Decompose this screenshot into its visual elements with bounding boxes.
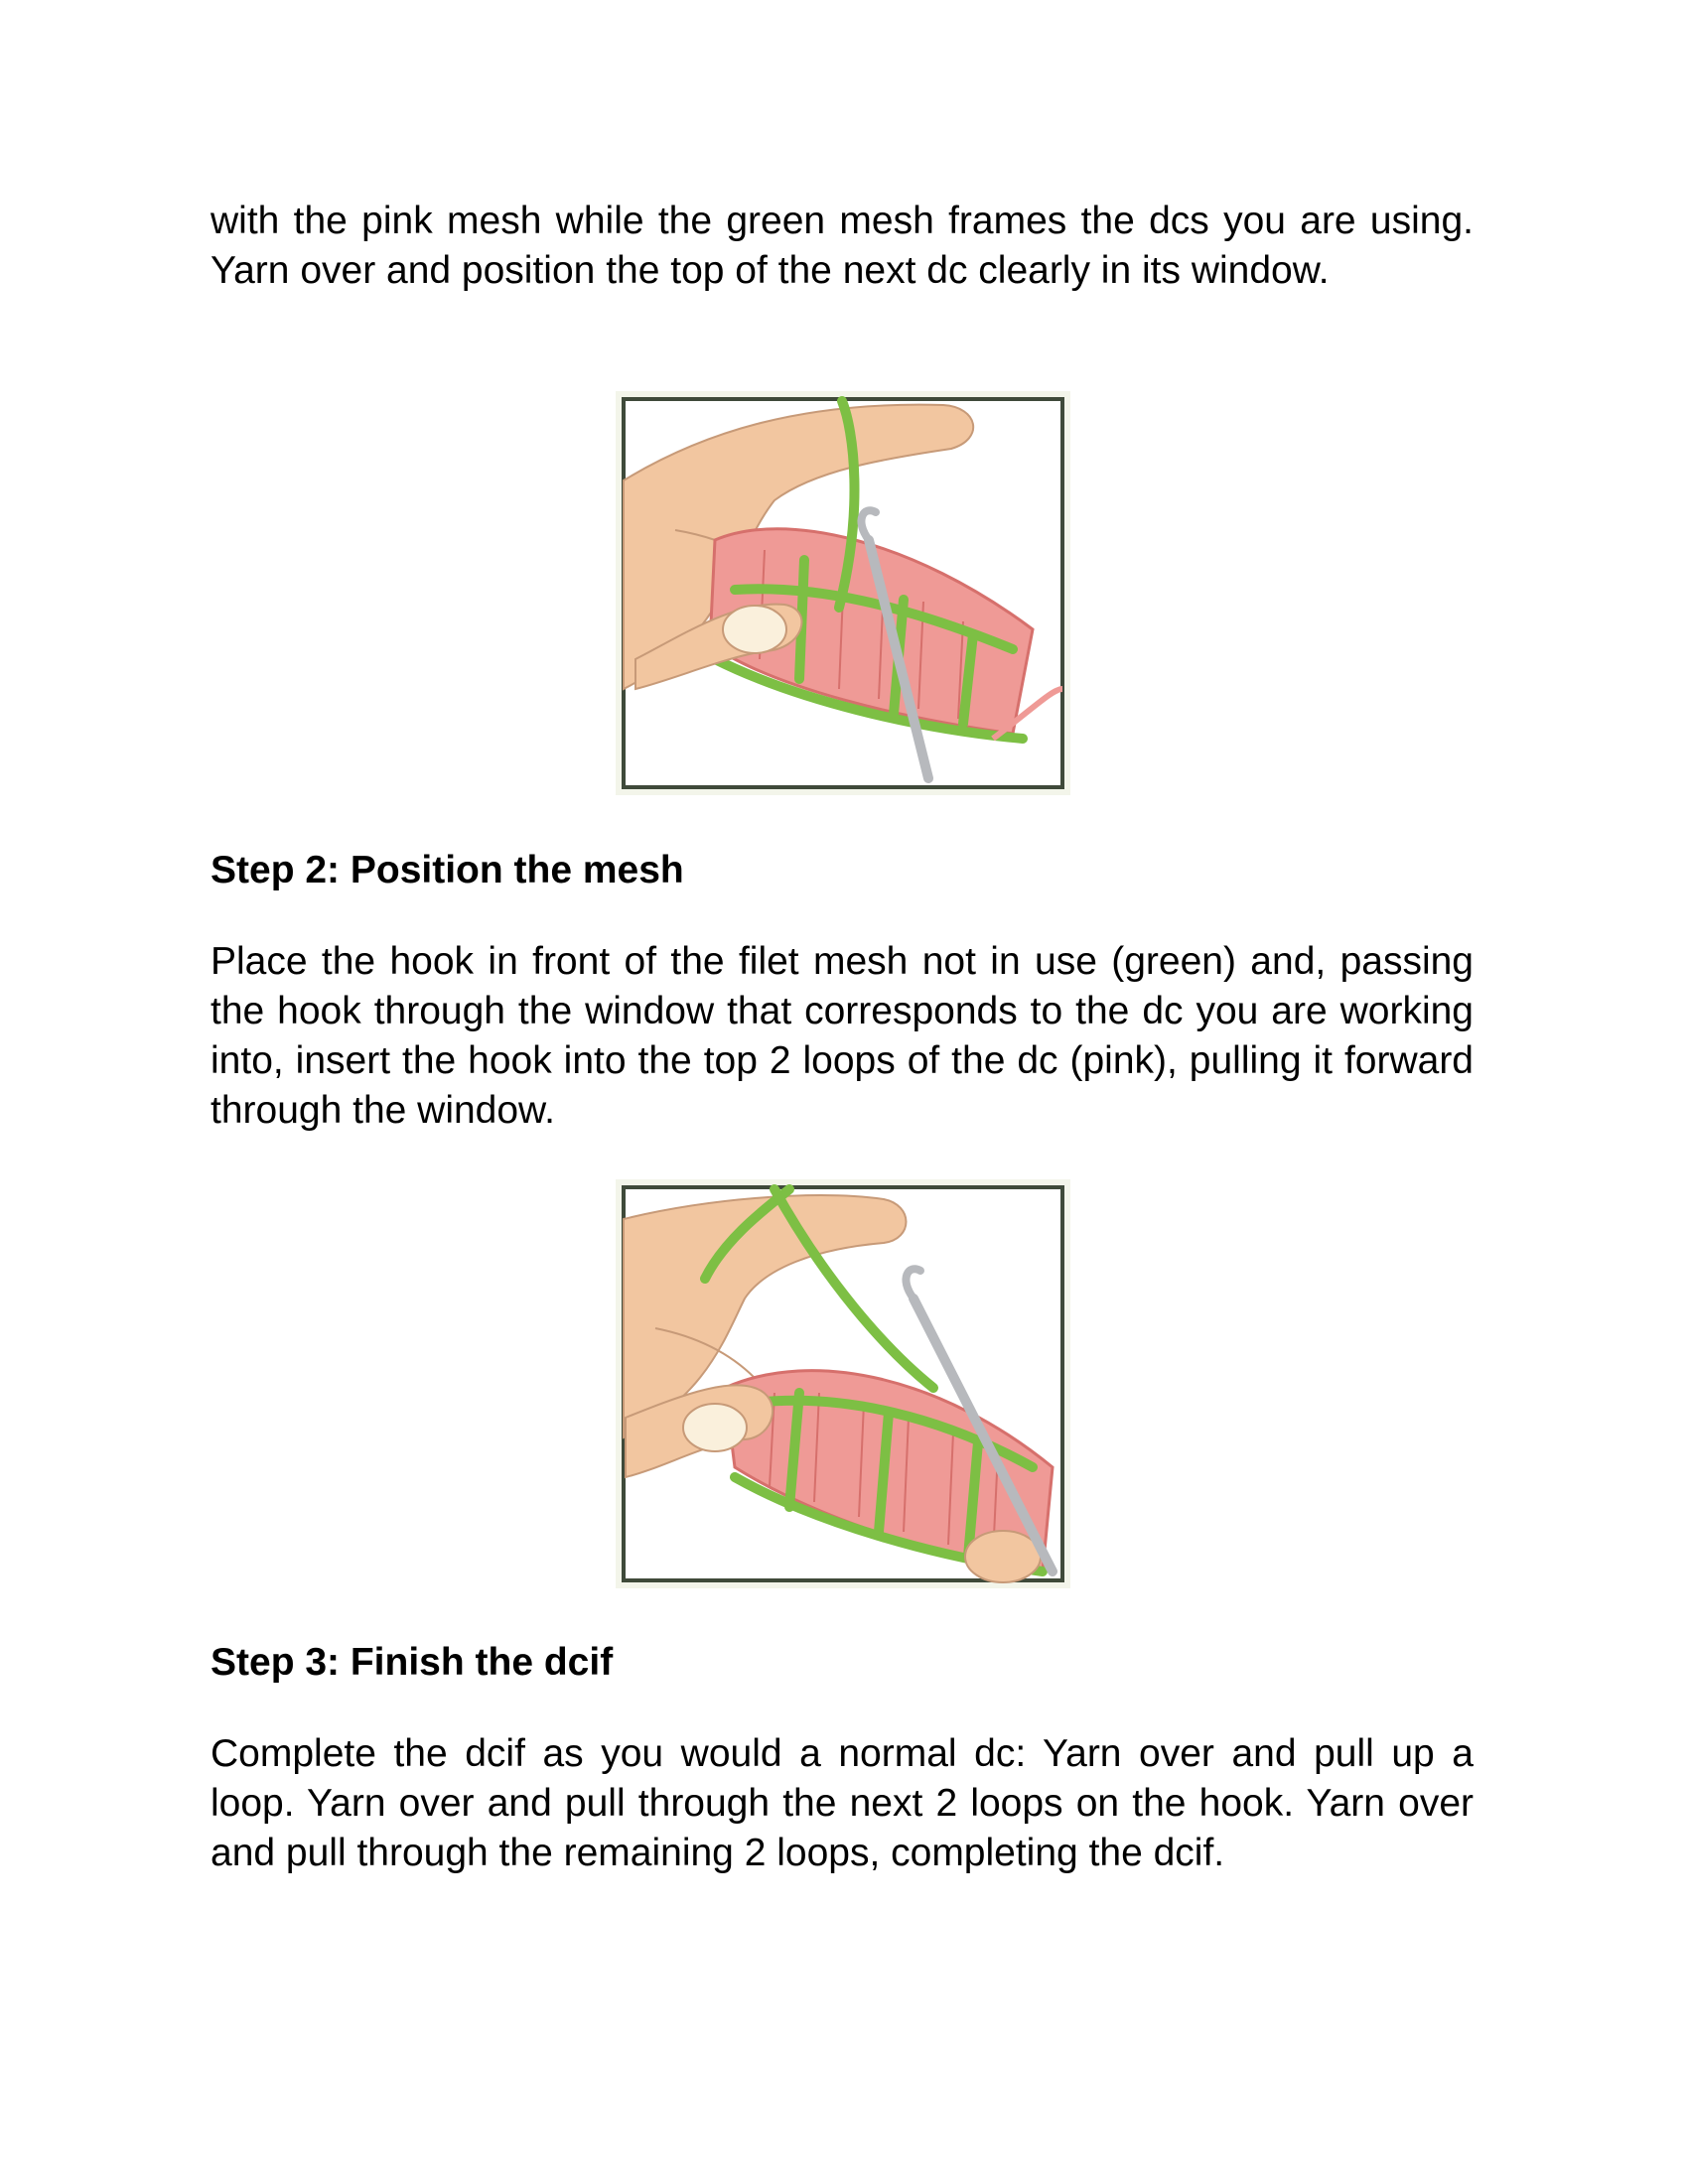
step3-heading: Step 3: Finish the dcif <box>211 1641 614 1684</box>
hand-crochet-hook-yarn-over-illustration <box>616 391 1070 795</box>
step3-paragraph: Complete the dcif as you would a normal dc: Yarn over and pull up a loop. Yarn over and pull through the next 2 loops on the hook. Yarn over and pull through the remaining 2 loops, completing the dcif. <box>211 1732 1474 1874</box>
hand-crochet-hook-insert-mesh-illustration <box>616 1179 1070 1588</box>
step1-illustration <box>616 391 1070 795</box>
step2-paragraph: Place the hook in front of the filet mesh not in use (green) and, passing the hook through the window that corresponds to the dc you are working into, insert the hook into the top 2 loops of the dc (pink), pulling it forward through the window. <box>211 940 1474 1132</box>
step2-illustration <box>616 1179 1070 1588</box>
step2-heading: Step 2: Position the mesh <box>211 849 684 891</box>
intro-paragraph: with the pink mesh while the green mesh frames the dcs you are using. Yarn over and position the top of the next dc clearly in its window. <box>211 200 1474 292</box>
